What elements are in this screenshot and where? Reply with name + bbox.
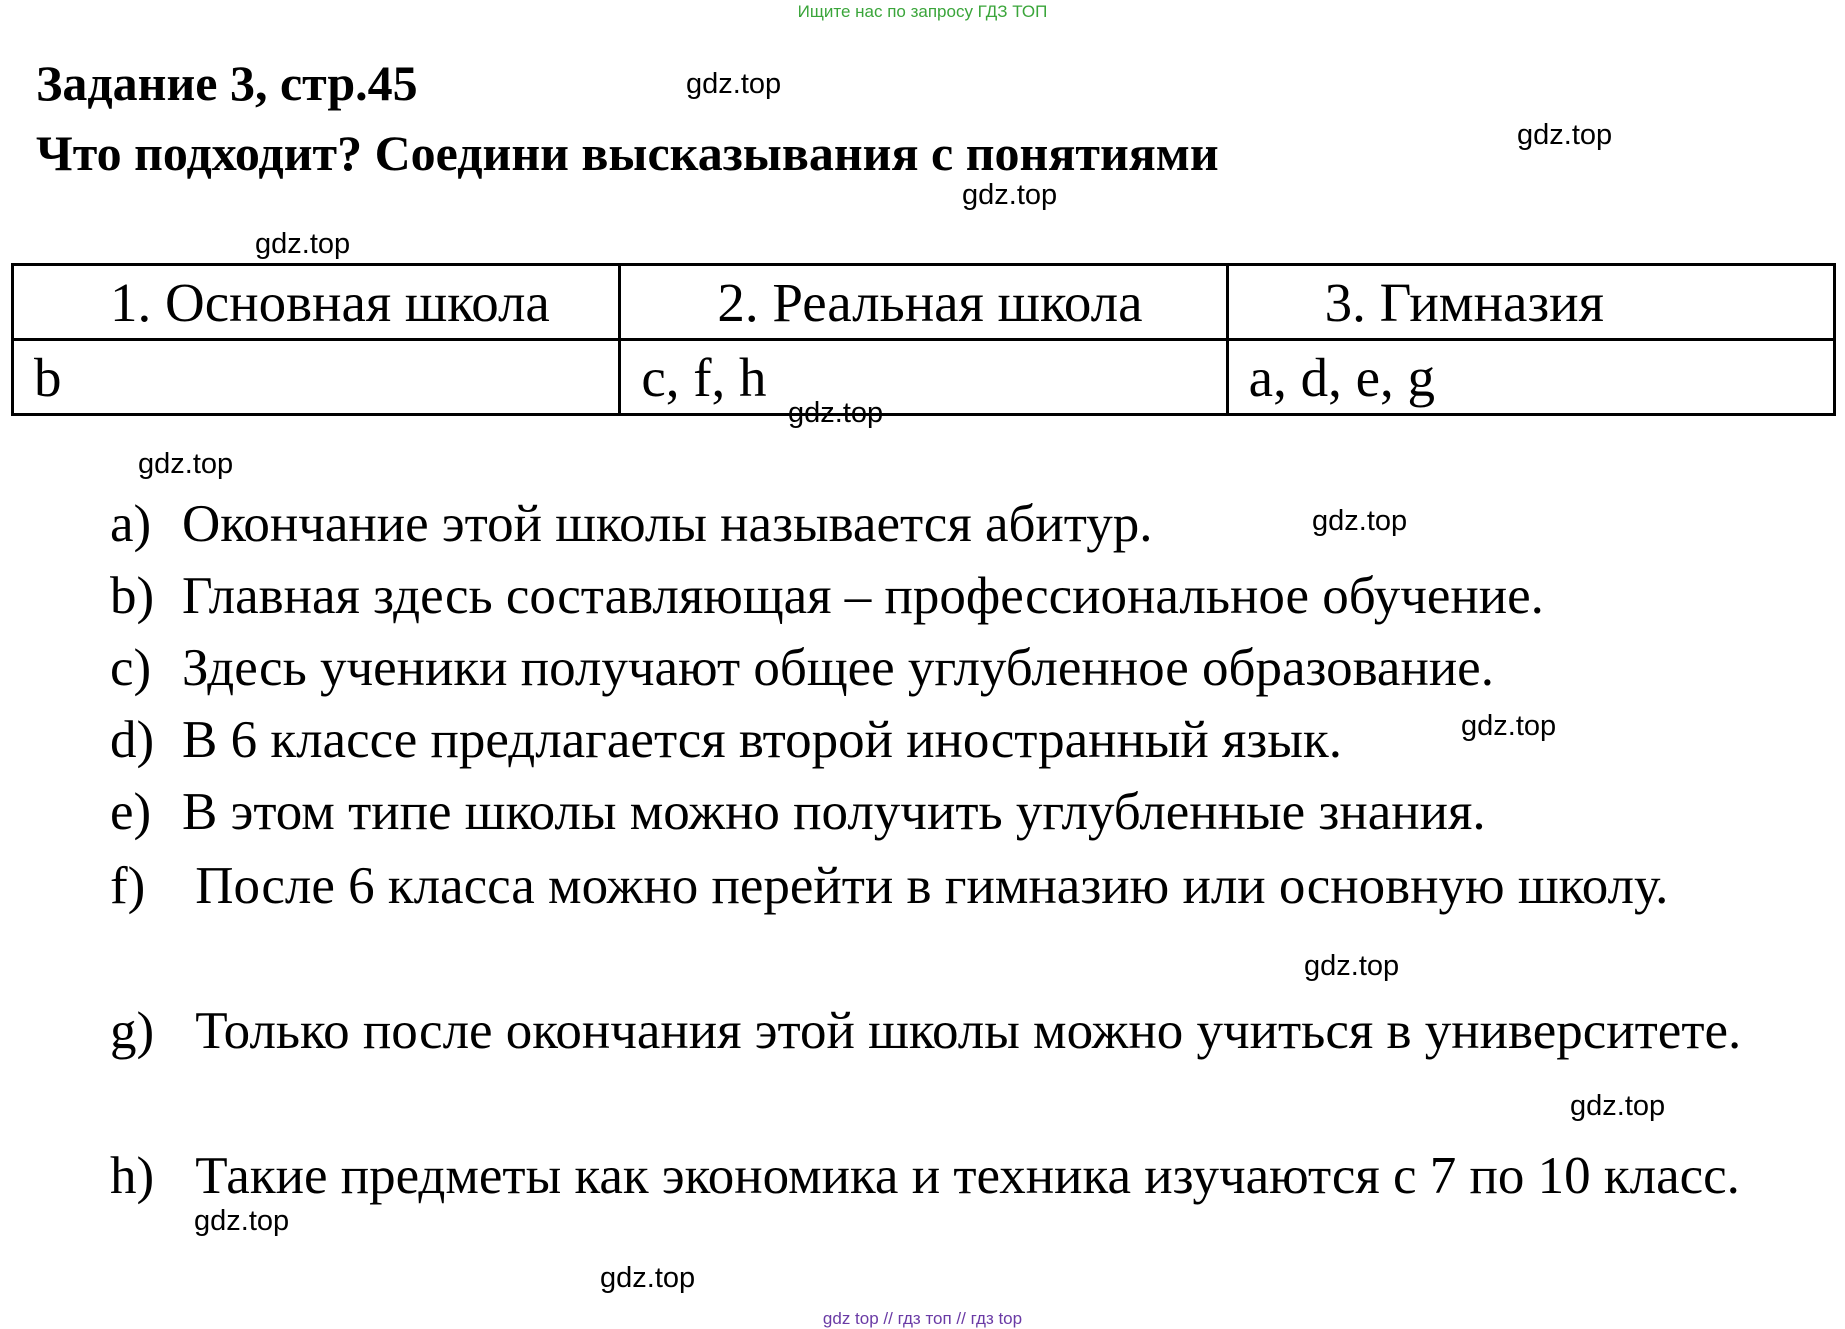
statement-item: b) Главная здесь составляющая – профессиональное обучение.	[110, 567, 1544, 625]
watermark: gdz.top	[686, 68, 782, 100]
watermark: gdz.top	[1570, 1090, 1666, 1122]
table-cell: a, d, e, g	[1227, 340, 1834, 415]
footer-links[interactable]: gdz top // гдз топ // гдз top	[822, 1309, 1023, 1328]
watermark: gdz.top	[788, 397, 884, 429]
statement-item: g) Только после окончания этой школы можно учиться в университете.	[110, 1002, 1742, 1060]
table-header-row	[13, 265, 1835, 340]
watermark: gdz.top	[1304, 950, 1400, 982]
table-cell: c, f, h	[620, 340, 1227, 415]
statement-item: h) Такие предметы как экономика и техника изучаются с 7 по 10 класс.	[110, 1147, 1740, 1205]
watermark: gdz.top	[1517, 119, 1613, 151]
watermark: gdz.top	[1312, 505, 1408, 537]
statement-item: a) Окончание этой школы называется абитур.	[110, 495, 1153, 553]
answer-table	[11, 263, 1836, 416]
statement-item: f) После 6 класса можно перейти в гимназию или основную школу.	[110, 857, 1669, 915]
watermark: gdz.top	[1461, 710, 1557, 742]
table-header-cell: 3. Гимназия	[1227, 265, 1834, 340]
watermark: gdz.top	[600, 1262, 696, 1294]
table-header-cell: 1. Основная школа	[13, 265, 620, 340]
watermark: gdz.top	[255, 228, 351, 260]
task-instruction: Что подходит? Соедини высказывания с понятиями	[36, 125, 1219, 181]
watermark: gdz.top	[962, 179, 1058, 211]
watermark: gdz.top	[194, 1205, 290, 1237]
watermark: gdz.top	[138, 448, 234, 480]
page-title: Задание 3, стр.45	[36, 55, 418, 111]
top-banner-link[interactable]: Ищите нас по запросу ГДЗ ТОП	[797, 2, 1048, 21]
table-row	[13, 340, 1835, 415]
table-header-cell: 2. Реальная школа	[620, 265, 1227, 340]
statement-item: d) В 6 классе предлагается второй иностранный язык.	[110, 711, 1342, 769]
statement-item: e) В этом типе школы можно получить углубленные знания.	[110, 783, 1486, 841]
statement-item: c) Здесь ученики получают общее углубленное образование.	[110, 639, 1494, 697]
table-cell: b	[13, 340, 620, 415]
